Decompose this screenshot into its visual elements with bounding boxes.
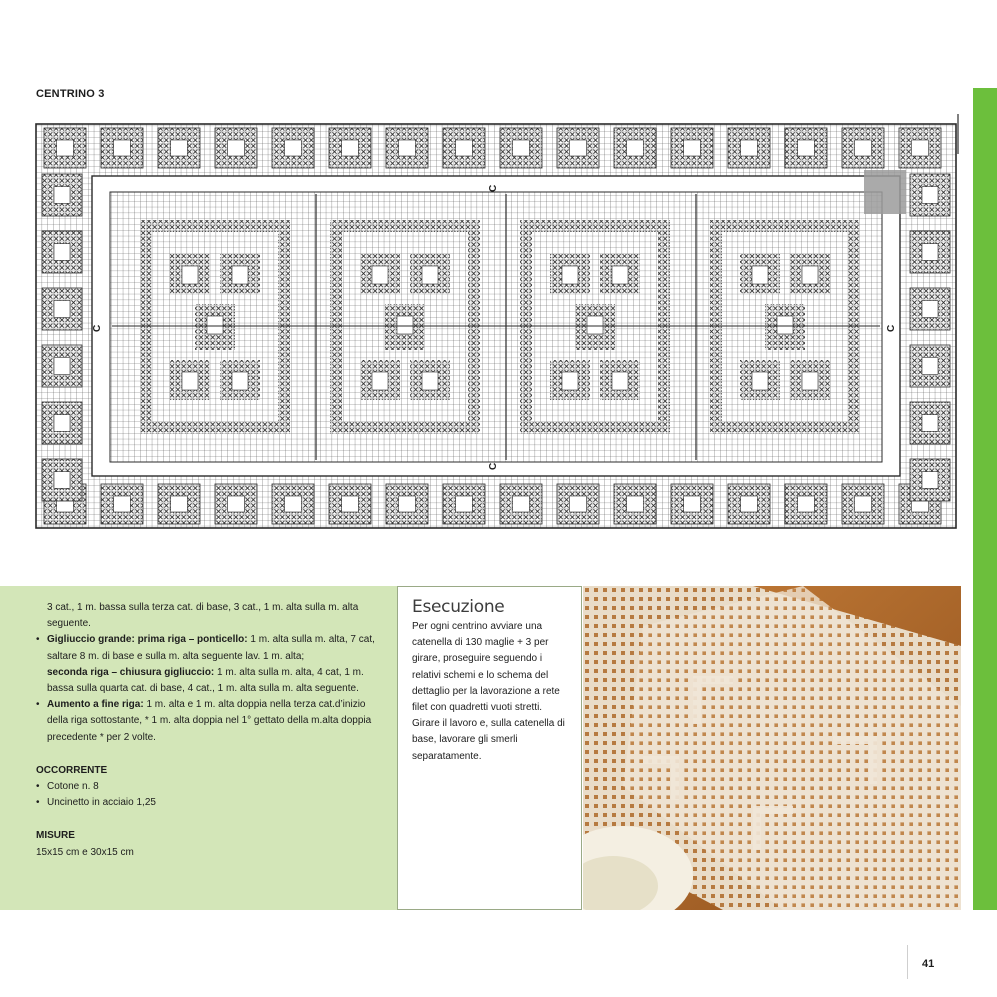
open-square bbox=[922, 472, 938, 489]
open-square bbox=[922, 301, 938, 318]
open-square bbox=[684, 496, 701, 512]
motif-fill bbox=[140, 232, 152, 422]
open-square bbox=[912, 140, 929, 156]
instruction-line bbox=[36, 665, 388, 697]
motif-fill bbox=[520, 422, 670, 434]
open-square bbox=[798, 496, 815, 512]
occorrente-item: • Uncinetto in acciaio 1,25 bbox=[36, 795, 388, 811]
marker-c-right: C bbox=[886, 324, 897, 332]
open-square bbox=[922, 415, 938, 432]
open-square bbox=[399, 140, 416, 156]
motif-fill bbox=[848, 232, 860, 422]
open-square bbox=[855, 496, 872, 512]
motif-hole bbox=[612, 266, 628, 284]
motif-fill bbox=[710, 220, 860, 232]
instruction-line bbox=[36, 600, 388, 632]
motif-hole bbox=[397, 316, 413, 334]
misure-heading: MISURE bbox=[36, 830, 75, 842]
motif-hole bbox=[422, 372, 438, 390]
open-square bbox=[684, 140, 701, 156]
motif-fill bbox=[330, 220, 480, 232]
motif-fill bbox=[710, 422, 860, 434]
instruction-fragment: 1 m. alta e 1 m. alta doppia nella terza cat.d’inizio della riga sottostante, * 1 m. alta doppia nel 1° gettato della m.alta doppia precedente * per 2 volte. bbox=[47, 699, 372, 743]
instruction-fragment: Aumento a fine riga: bbox=[47, 699, 144, 711]
open-square bbox=[285, 496, 302, 512]
motif-fill bbox=[330, 232, 342, 422]
page-number: 41 bbox=[922, 958, 935, 970]
misure-text: 15x15 cm e 30x15 cm bbox=[36, 846, 134, 858]
motif-hole bbox=[752, 372, 768, 390]
motif-fill bbox=[710, 232, 722, 422]
open-square bbox=[570, 140, 587, 156]
open-square bbox=[627, 140, 644, 156]
motif-hole bbox=[752, 266, 768, 284]
open-square bbox=[171, 496, 188, 512]
open-square bbox=[399, 496, 416, 512]
motif-hole bbox=[612, 372, 628, 390]
open-square bbox=[57, 140, 74, 156]
open-square bbox=[456, 496, 473, 512]
open-square bbox=[741, 140, 758, 156]
motif-hole bbox=[182, 266, 198, 284]
motif-fill bbox=[140, 422, 290, 434]
esecuzione-box bbox=[397, 586, 582, 910]
instruction-fragment: 1 m. alta sulla m. alta, 4 cat, 1 m. bassa sulla quarta cat. di base, 4 cat., 1 m. alta sulla m. alta seguente. bbox=[47, 666, 364, 695]
instruction-fragment: Gigliuccio grande: prima riga – ponticello: bbox=[47, 634, 248, 646]
instruction-line bbox=[36, 697, 388, 746]
instruction-fragment: 3 cat., 1 m. bassa sulla terza cat. di base, 3 cat., 1 m. alta sulla m. alta seguente. bbox=[47, 602, 359, 630]
motif-fill bbox=[140, 220, 290, 232]
instructions-panel bbox=[0, 586, 397, 910]
instruction-fragment: seconda riga – chiusura gigliuccio: bbox=[47, 666, 215, 678]
open-square bbox=[54, 187, 70, 204]
open-square bbox=[798, 140, 815, 156]
motif-hole bbox=[422, 266, 438, 284]
open-square bbox=[627, 496, 644, 512]
open-square bbox=[342, 496, 359, 512]
motif-fill bbox=[658, 232, 670, 422]
motif-hole bbox=[562, 266, 578, 284]
motif-fill bbox=[278, 232, 290, 422]
motif-hole bbox=[587, 316, 603, 334]
open-square bbox=[228, 496, 245, 512]
open-square bbox=[228, 140, 245, 156]
open-square bbox=[342, 140, 359, 156]
motif-hole bbox=[372, 372, 388, 390]
open-square bbox=[922, 244, 938, 261]
occorrente-item: • Cotone n. 8 bbox=[36, 779, 388, 795]
motif-hole bbox=[802, 266, 818, 284]
open-square bbox=[855, 140, 872, 156]
motif-hole bbox=[182, 372, 198, 390]
open-square bbox=[114, 140, 131, 156]
instruction-fragment: 1 m. alta sulla m. alta, 7 cat, saltare 8 m. di base e sulla m. alta seguente lav. 1 m. alta; bbox=[47, 634, 375, 662]
marker-c-bottom: C bbox=[488, 462, 499, 470]
motif-hole bbox=[232, 266, 248, 284]
open-square bbox=[171, 140, 188, 156]
open-square bbox=[922, 187, 938, 204]
page-separator bbox=[907, 945, 908, 979]
motif-fill bbox=[330, 422, 480, 434]
instructions-text bbox=[36, 600, 388, 861]
open-square bbox=[285, 140, 302, 156]
occorrente-heading: OCCORRENTE bbox=[36, 764, 108, 776]
esecuzione-heading: Esecuzione bbox=[412, 597, 505, 617]
open-square bbox=[54, 415, 70, 432]
marker-c-left: C bbox=[92, 324, 103, 332]
side-accent-bar bbox=[973, 88, 997, 910]
open-square bbox=[513, 140, 530, 156]
open-square bbox=[456, 140, 473, 156]
open-square bbox=[741, 496, 758, 512]
pattern-title: CENTRINO 3 bbox=[36, 88, 105, 100]
motif-hole bbox=[802, 372, 818, 390]
motif-fill bbox=[468, 232, 480, 422]
open-square bbox=[54, 244, 70, 261]
motif-hole bbox=[777, 316, 793, 334]
open-square bbox=[54, 358, 70, 375]
open-square bbox=[922, 358, 938, 375]
motif-hole bbox=[207, 316, 223, 334]
open-square bbox=[54, 301, 70, 318]
instruction-line bbox=[36, 632, 388, 664]
motif-fill bbox=[520, 232, 532, 422]
crochet-chart bbox=[30, 114, 962, 540]
doily-photo bbox=[583, 586, 961, 910]
highlight-cell bbox=[864, 170, 906, 214]
esecuzione-body: Per ogni centrino avviare una catenella di 130 maglie + 3 per girare, proseguire seguendo i relativi schemi e lo schema del dettaglio per la lavorazione a rete filet con quadretti vuoti stretti. Girare il lavoro e, sulla catenella di base, lavorare gli smerli separatamente. bbox=[412, 621, 565, 762]
open-square bbox=[570, 496, 587, 512]
open-square bbox=[114, 496, 131, 512]
motif-hole bbox=[232, 372, 248, 390]
motif-hole bbox=[562, 372, 578, 390]
open-square bbox=[54, 472, 70, 489]
motif-fill bbox=[520, 220, 670, 232]
marker-c-top: C bbox=[488, 184, 499, 192]
motif-hole bbox=[372, 266, 388, 284]
open-square bbox=[513, 496, 530, 512]
